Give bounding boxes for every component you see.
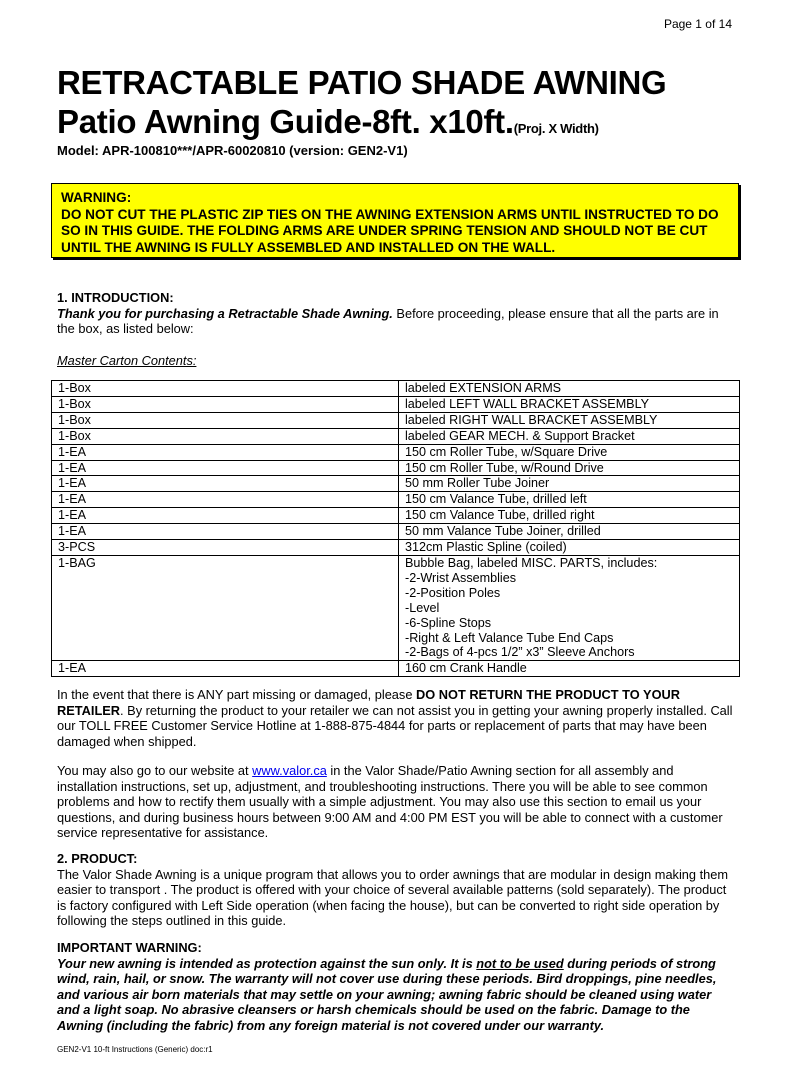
- table-row: [52, 661, 740, 677]
- important-heading: IMPORTANT WARNING:: [57, 940, 202, 955]
- table-row: [52, 428, 740, 444]
- table-row: [52, 444, 740, 460]
- table-row: [52, 555, 740, 660]
- table-row: [52, 396, 740, 412]
- contents-label: Master Carton Contents:: [57, 352, 197, 368]
- description-line: 312cm Plastic Spline (coiled): [405, 540, 567, 555]
- website-post: in the Valor Shade/Patio Awning section for all assembly and installation instructions, set up, adjustment, and troubleshooting instructions. There you will be able to see common problems and how to rectify them usually with a simple adjustment. You may also use this section to email us your questions, and during business hours between 9:00 AM and 4:00 PM EST you will be able to connect with a customer service representative for assistance.: [57, 763, 723, 841]
- quantity-cell: 1-Box: [52, 396, 399, 412]
- table-row: [52, 476, 740, 492]
- missing-bold: DO NOT RETURN THE PRODUCT TO YOUR RETAILER: [57, 687, 681, 718]
- quantity-cell: 1-Box: [52, 381, 399, 397]
- quantity-cell: 1-EA: [52, 524, 399, 540]
- warning-label: WARNING:: [61, 190, 132, 205]
- quantity-cell: 1-EA: [52, 476, 399, 492]
- description-cell: [399, 540, 740, 556]
- introduction-lead: Thank you for purchasing a Retractable Shade Awning.: [57, 305, 393, 321]
- introduction-text: [57, 306, 737, 337]
- description-line: 150 cm Roller Tube, w/Square Drive: [405, 444, 608, 459]
- description-line: labeled GEAR MECH. & Support Bracket: [405, 428, 635, 443]
- introduction-rest: Before proceeding, please ensure that all the parts are in the box, as listed below:: [57, 305, 719, 337]
- subtitle-suffix: (Proj. X Width): [513, 121, 599, 136]
- important-warning-section: [57, 940, 737, 1034]
- table-row: [52, 540, 740, 556]
- description-line: 50 mm Valance Tube Joiner, drilled: [405, 524, 601, 539]
- quantity-cell: 1-EA: [52, 492, 399, 508]
- document-subtitle: [57, 103, 599, 141]
- footer-doc-id: GEN2-V1 10-ft Instructions (Generic) doc:r1: [57, 1045, 213, 1054]
- important-post: during periods of strong wind, rain, hail, or snow. The warranty will not cover use during these periods. Bird droppings, pine needles, and various air born materials that may settle on your awning; awning fabric should be cleaned using water and a light soap. No abrasive cleansers or harsh chemicals should be used on the fabric. Damage to the Awning (including the fabric) from any foreign material is not covered under our warranty.: [57, 955, 717, 1033]
- description-cell: [399, 428, 740, 444]
- quantity-cell: 1-Box: [52, 428, 399, 444]
- introduction-heading: 1. INTRODUCTION:: [57, 290, 174, 305]
- description-line: -Right & Left Valance Tube End Caps: [405, 630, 614, 645]
- table-row: [52, 412, 740, 428]
- description-line: -2-Position Poles: [405, 585, 501, 600]
- quantity-cell: 1-EA: [52, 661, 399, 677]
- description-cell: [399, 412, 740, 428]
- description-cell: [399, 381, 740, 397]
- description-cell: [399, 460, 740, 476]
- missing-pre: In the event that there is ANY part missing or damaged, please: [57, 687, 416, 702]
- website-pre: You may also go to our website at: [57, 763, 253, 778]
- warning-box: [51, 183, 739, 258]
- description-line: -6-Spline Stops: [405, 615, 492, 630]
- quantity-cell: 1-EA: [52, 444, 399, 460]
- quantity-cell: 3-PCS: [52, 540, 399, 556]
- description-line: labeled LEFT WALL BRACKET ASSEMBLY: [405, 396, 650, 411]
- missing-parts-paragraph: [57, 687, 737, 749]
- quantity-cell: 1-EA: [52, 508, 399, 524]
- description-line: 150 cm Valance Tube, drilled right: [405, 508, 595, 523]
- introduction-section: [57, 290, 737, 368]
- description-line: Bubble Bag, labeled MISC. PARTS, includes:: [405, 555, 658, 570]
- table-row: [52, 492, 740, 508]
- product-section: [57, 851, 737, 929]
- table-row: [52, 508, 740, 524]
- description-cell: [399, 492, 740, 508]
- description-line: -Level: [405, 600, 440, 615]
- quantity-cell: 1-Box: [52, 412, 399, 428]
- description-cell: [399, 396, 740, 412]
- description-line: 50 mm Roller Tube Joiner: [405, 476, 550, 491]
- description-line: 150 cm Roller Tube, w/Round Drive: [405, 460, 604, 475]
- document-title: RETRACTABLE PATIO SHADE AWNING: [57, 64, 667, 101]
- description-line: 150 cm Valance Tube, drilled left: [405, 492, 587, 507]
- description-line: 160 cm Crank Handle: [405, 661, 527, 676]
- page-number: Page 1 of 14: [663, 17, 732, 31]
- model-number: Model: APR-100810***/APR-60020810 (version: GEN2-V1): [57, 143, 408, 158]
- website-link[interactable]: www.valor.ca: [252, 763, 327, 778]
- description-line: -2-Wrist Assemblies: [405, 570, 517, 585]
- warning-text: DO NOT CUT THE PLASTIC ZIP TIES ON THE AWNING EXTENSION ARMS UNTIL INSTRUCTED TO DO SO IN THIS GUIDE. THE FOLDING ARMS ARE UNDER SPRING TENSION AND SHOULD NOT BE CUT UNTIL THE AWNING IS FULLY ASSEMBLED AND INSTALLED ON THE WALL.: [61, 206, 719, 255]
- contents-table: [51, 380, 740, 677]
- description-cell: [399, 524, 740, 540]
- table-row: [52, 460, 740, 476]
- quantity-cell: 1-EA: [52, 460, 399, 476]
- description-cell: [399, 444, 740, 460]
- description-cell: [399, 661, 740, 677]
- important-pre: Your new awning is intended as protection against the sun only. It is: [57, 955, 477, 971]
- missing-post: . By returning the product to your retailer we can not assist you in getting your awning properly installed. Call our TOLL FREE Customer Service Hotline at 1-888-875-4844 for parts or replacement of parts that may have been damaged when shipped.: [57, 702, 733, 749]
- description-line: labeled EXTENSION ARMS: [405, 381, 562, 395]
- product-text: The Valor Shade Awning is a unique program that allows you to order awnings that are modular in design making them easier to transport . The product is offered with your choice of several available patterns (sold separately). The product is factory configured with Left Side operation (when facing the house), but can be converted to right side operation by following the steps outlined in this guide.: [57, 866, 729, 929]
- important-underlined: not to be used: [476, 955, 564, 971]
- description-cell: [399, 508, 740, 524]
- description-line: -2-Bags of 4-pcs 1/2” x3” Sleeve Anchors: [405, 645, 635, 660]
- product-heading: 2. PRODUCT:: [57, 851, 138, 866]
- subtitle-text: Patio Awning Guide-8ft. x10ft.: [57, 103, 514, 140]
- table-row: [52, 381, 740, 397]
- description-cell: [399, 476, 740, 492]
- table-row: [52, 524, 740, 540]
- website-paragraph: [57, 763, 737, 841]
- important-text: [57, 956, 737, 1034]
- quantity-cell: 1-BAG: [52, 555, 399, 660]
- description-line: labeled RIGHT WALL BRACKET ASSEMBLY: [405, 412, 658, 427]
- description-cell: [399, 555, 740, 660]
